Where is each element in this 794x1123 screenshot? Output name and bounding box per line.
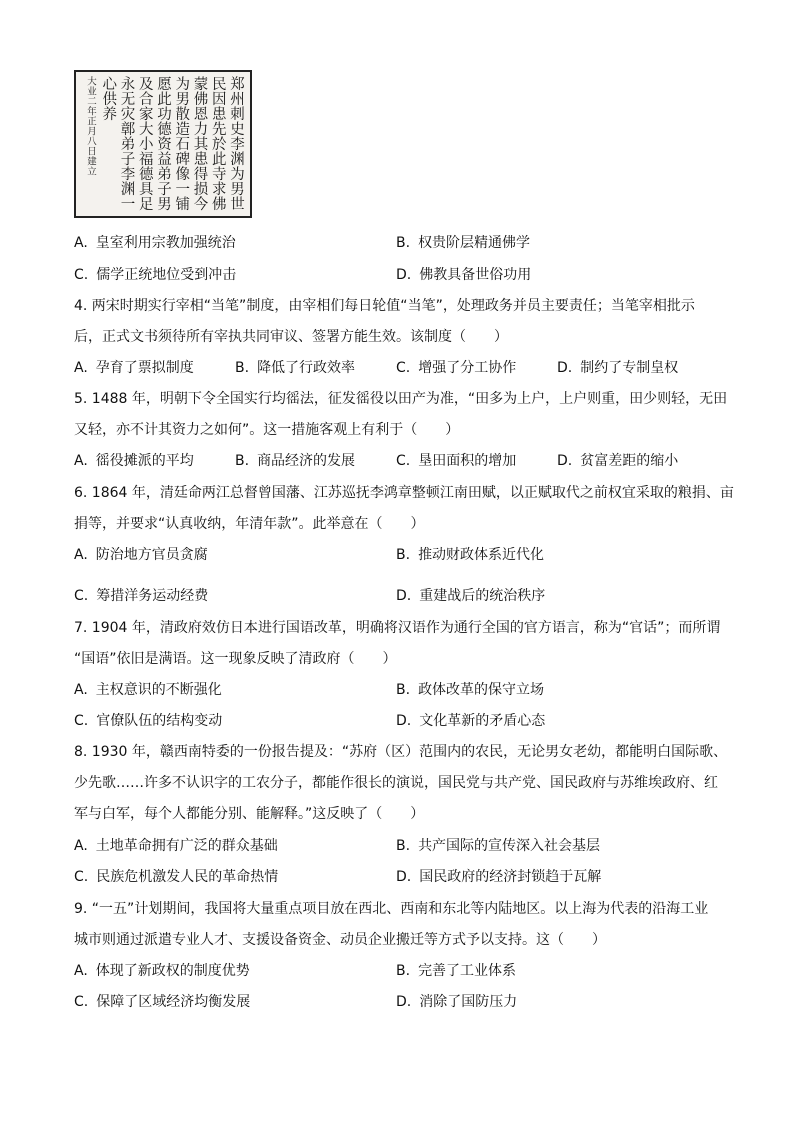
option-text: 政体改革的保守立场: [418, 682, 545, 698]
option-d: [396, 992, 517, 1012]
option-text: 消除了国防压力: [419, 994, 518, 1010]
option-b: [396, 545, 544, 565]
option-text: 筹措洋务运动经费: [96, 588, 209, 604]
option-d: [396, 867, 601, 887]
option-text: 民族危机激发人民的革命热情: [96, 869, 279, 885]
option-text: 国民政府的经济封锁趋于瓦解: [419, 869, 602, 885]
option-text: 体现了新政权的制度优势: [95, 963, 250, 979]
option-b: [396, 233, 530, 253]
question-7-text: 7. 1904 年，清政府效仿日本进行国语改革，明确将汉语作为通行全国的官方语言，称为“官话”；而所谓: [74, 620, 721, 636]
option-text: 增强了分工协作: [418, 360, 517, 376]
option-text: 垦田面积的增加: [418, 453, 517, 469]
option-b: [235, 358, 355, 378]
option-a: [74, 545, 208, 565]
option-key: B.: [396, 547, 411, 563]
option-key: D.: [557, 360, 573, 376]
option-a: [74, 961, 250, 981]
option-key: D.: [396, 869, 412, 885]
option-text: 土地革命拥有广泛的群众基础: [95, 838, 278, 854]
option-text: 降低了行政效率: [257, 360, 356, 376]
question-6-text: 捐等，并要求“认真收纳，年清年款”。此举意在（ ）: [74, 516, 425, 532]
option-text: 孕育了票拟制度: [95, 360, 194, 376]
option-key: C.: [396, 360, 411, 376]
inscription-column: 郑州刺史李渊为男世: [228, 76, 244, 211]
option-key: A.: [74, 838, 88, 854]
option-key: B.: [396, 682, 411, 698]
option-text: 佛教具备世俗功用: [419, 267, 532, 283]
option-text: 儒学正统地位受到冲击: [96, 267, 237, 283]
option-a: [74, 358, 194, 378]
option-c: [74, 992, 250, 1012]
option-text: 主权意识的不断强化: [95, 682, 222, 698]
inscription-column: 愿此功德资益弟子男: [155, 76, 171, 211]
question-8-text: 军与白军，每个人都能分别、能解释。”这反映了（ ）: [74, 806, 425, 822]
option-key: B.: [235, 360, 250, 376]
option-b: [396, 680, 544, 700]
option-b: [396, 836, 600, 856]
question-5-text: 又轻，亦不计其资力之如何”。这一措施客观上有利于（ ）: [74, 422, 460, 438]
inscription-column: 心供养: [100, 76, 117, 121]
option-c: [396, 358, 516, 378]
option-a: [74, 451, 194, 471]
option-a: [74, 836, 278, 856]
option-text: 文化革新的矛盾心态: [419, 713, 546, 729]
inscription-date: 大业二年正月八日建立: [85, 76, 96, 176]
option-b: [396, 961, 516, 981]
option-text: 徭役摊派的平均: [95, 453, 194, 469]
option-c: [74, 711, 222, 731]
option-key: A.: [74, 360, 88, 376]
option-text: 制约了专制皇权: [580, 360, 679, 376]
question-8-text: 8. 1930 年，赣西南特委的一份报告提及：“苏府（区）范围内的农民，无论男女老幼，都能明白国际歌、: [74, 744, 728, 760]
inscription-column: 民因患先於此寺求佛: [209, 76, 226, 211]
option-text: 贫富差距的缩小: [580, 453, 679, 469]
question-8-text: 少先歌……许多不认识字的工农分子，都能作很长的演说，国民党与共产党、国民政府与苏维埃政府、红: [74, 775, 718, 791]
option-d: [557, 358, 678, 378]
option-d: [396, 586, 545, 606]
option-text: 完善了工业体系: [418, 963, 517, 979]
option-key: C.: [74, 869, 89, 885]
option-text: 保障了区域经济均衡发展: [96, 994, 251, 1010]
option-key: D.: [396, 588, 412, 604]
option-key: D.: [396, 713, 412, 729]
option-key: B.: [396, 963, 411, 979]
inscription-column: 及合家大小福德具足: [136, 76, 153, 211]
question-6-text: 6. 1864 年，清廷命两江总督曾国藩、江苏巡抚李鸿章整顿江南田赋，以正赋取代之前权宜采取的粮捐、亩: [74, 485, 734, 501]
option-text: 权贵阶层精通佛学: [418, 235, 531, 251]
option-c: [74, 867, 278, 887]
option-text: 推动财政体系近代化: [418, 547, 545, 563]
option-text: 共产国际的宣传深入社会基层: [418, 838, 601, 854]
stele-inscription-image: [74, 70, 252, 218]
option-d: [396, 265, 531, 285]
option-key: D.: [557, 453, 573, 469]
option-c: [74, 265, 236, 285]
option-key: C.: [74, 588, 89, 604]
option-key: A.: [74, 235, 88, 251]
option-key: D.: [396, 267, 412, 283]
inscription-column: 蒙佛恩力其患得损今: [191, 76, 208, 211]
question-9-text: 城市则通过派遣专业人才、支援设备资金、动员企业搬迁等方式予以支持。这（ ）: [74, 932, 606, 948]
option-b: [235, 451, 355, 471]
option-key: C.: [396, 453, 411, 469]
option-text: 重建战后的统治秩序: [419, 588, 546, 604]
option-key: C.: [74, 994, 89, 1010]
option-d: [557, 451, 678, 471]
question-7-text: “国语”依旧是满语。这一现象反映了清政府（ ）: [74, 651, 397, 667]
question-4-text: 后，正式文书须待所有宰执共同审议、签署方能生效。该制度（ ）: [74, 329, 508, 345]
option-text: 防治地方官员贪腐: [95, 547, 208, 563]
option-a: [74, 233, 236, 253]
option-c: [396, 451, 516, 471]
option-key: D.: [396, 994, 412, 1010]
option-key: A.: [74, 453, 88, 469]
option-text: 官僚队伍的结构变动: [96, 713, 223, 729]
question-5-text: 5. 1488 年，明朝下令全国实行均徭法，征发徭役以田产为准，“田多为上户，上户则重，田少则轻，无田: [74, 391, 728, 407]
question-9-text: 9. “一五”计划期间，我国将大量重点项目放在西北、西南和东北等内陆地区。以上海为代表的沿海工业: [74, 901, 709, 917]
option-key: A.: [74, 547, 88, 563]
option-text: 皇室利用宗教加强统治: [95, 235, 236, 251]
question-4-text: 4. 两宋时期实行宰相“当笔”制度，由宰相们每日轮值“当笔”，处理政务并员主要责任；当笔宰相批示: [74, 298, 695, 314]
option-key: C.: [74, 713, 89, 729]
option-text: 商品经济的发展: [257, 453, 356, 469]
option-key: B.: [396, 235, 411, 251]
option-d: [396, 711, 545, 731]
inscription-column: 永无灾鄣弟子李渊一: [118, 76, 135, 211]
option-key: A.: [74, 963, 88, 979]
option-key: A.: [74, 682, 88, 698]
option-a: [74, 680, 222, 700]
option-key: B.: [396, 838, 411, 854]
inscription-column: 为男散造石碑像一铺: [173, 76, 190, 211]
option-c: [74, 586, 208, 606]
option-key: B.: [235, 453, 250, 469]
option-key: C.: [74, 267, 89, 283]
